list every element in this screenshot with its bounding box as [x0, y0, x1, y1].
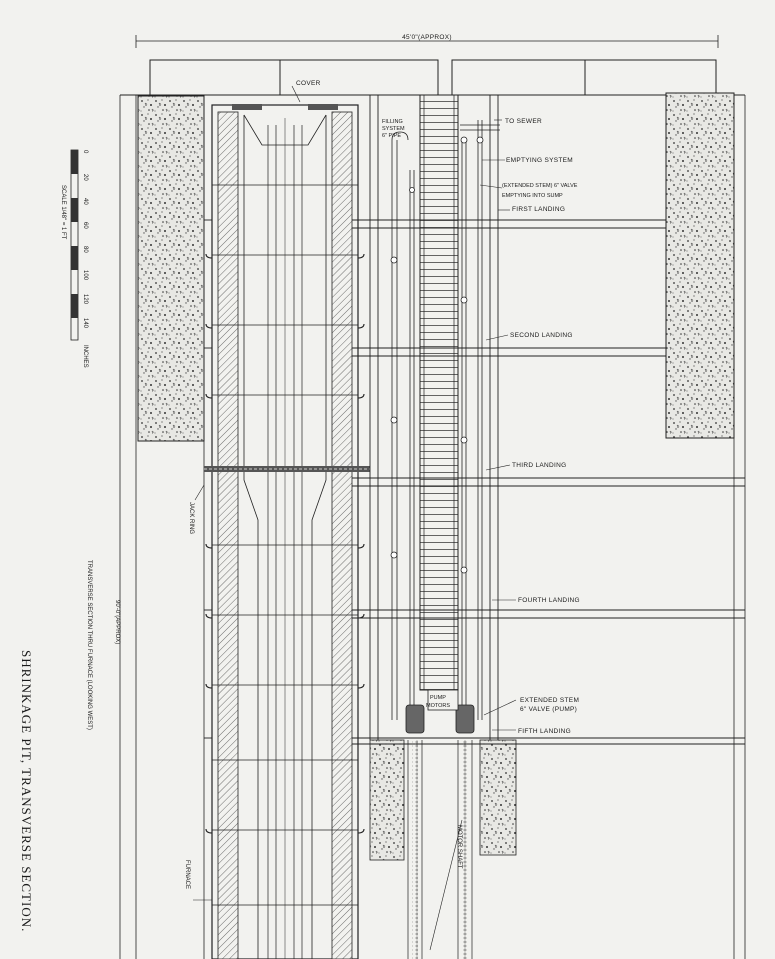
label-cover: COVER — [296, 80, 321, 87]
drawing-caption: SHRINKAGE PIT, TRANSVERSE SECTION. — [19, 650, 34, 933]
scale-text: SCALE 1/48" = 1 FT — [60, 185, 66, 240]
scale-tick-80: 80 — [82, 246, 88, 253]
label-pump: PUMP — [430, 695, 446, 701]
label-extended-stem-1: (EXTENDED STEM) 6" VALVE — [502, 183, 578, 189]
label-extended-stem-2b: 6" VALVE (PUMP) — [520, 706, 578, 713]
sump-concrete-left — [370, 740, 404, 860]
height-dimension-text: 90'-0"(APPROX) — [114, 600, 120, 645]
label-furnace: FURNACE — [184, 860, 190, 890]
label-filling-system-2: SYSTEM — [382, 126, 405, 132]
sump-concrete-right — [480, 740, 516, 855]
label-extended-stem-2: EXTENDED STEM — [520, 697, 580, 704]
scale-tick-40: 40 — [82, 198, 88, 205]
scale-tick-60: 60 — [82, 222, 88, 229]
label-to-sewer: TO SEWER — [505, 118, 542, 125]
left-concrete-wall — [138, 96, 204, 441]
section-title: TRANSVERSE SECTION THRU FURNACE (LOOKING WEST) — [86, 560, 92, 730]
label-third-landing: THIRD LANDING — [512, 462, 567, 469]
scale-tick-100: 100 — [82, 270, 88, 281]
furnace-body — [206, 104, 364, 959]
label-extended-stem-1b: EMPTYING INTO SUMP — [502, 193, 563, 199]
scale-tick-120: 120 — [82, 294, 88, 305]
label-filling-system: FILLING — [382, 119, 403, 125]
jack-ring — [204, 466, 370, 472]
label-second-landing: SECOND LANDING — [510, 332, 573, 339]
top-railings — [150, 60, 716, 95]
scale-bar — [60, 150, 88, 368]
label-jack-ring: JACK RING — [188, 502, 194, 535]
label-fourth-landing: FOURTH LANDING — [518, 597, 580, 604]
width-dimension-text: 45'0"(APPROX) — [402, 34, 452, 41]
scale-tick-140: 140 — [82, 318, 88, 329]
right-concrete-wall — [666, 93, 734, 438]
scale-unit: INCHES — [82, 345, 88, 368]
label-motors: MOTORS — [426, 703, 451, 709]
label-motor-shaft: MOTOR SHAFT — [456, 825, 462, 869]
label-fifth-landing: FIFTH LANDING — [518, 728, 572, 735]
ladder — [420, 95, 458, 690]
label-filling-system-3: 6" PIPE — [382, 133, 402, 139]
label-first-landing: FIRST LANDING — [512, 206, 566, 213]
scale-tick-0: 0 — [82, 150, 88, 154]
scale-tick-20: 20 — [82, 174, 88, 181]
label-emptying-system: EMPTYING SYSTEM — [506, 157, 573, 164]
width-dimension — [136, 34, 718, 48]
